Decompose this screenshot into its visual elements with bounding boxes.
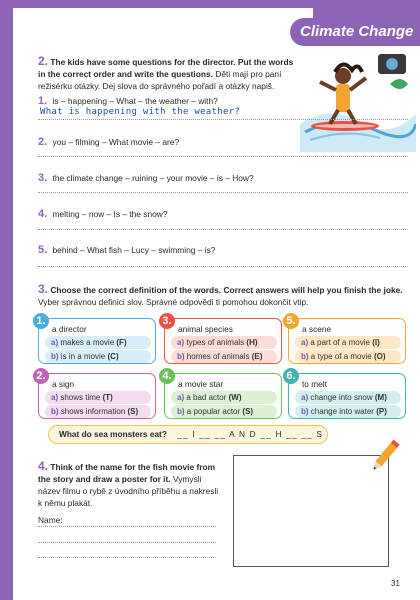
item-number: 4.	[38, 208, 48, 220]
card-option-a[interactable]	[171, 336, 277, 349]
option-letter: (W)	[228, 393, 242, 402]
answer-line-3[interactable]	[38, 192, 408, 193]
card-option-a[interactable]	[295, 391, 401, 404]
answer-line-2[interactable]	[38, 156, 408, 157]
exercise4-instruction	[38, 460, 223, 509]
item-text: behind – What fish – Lucy – swimming – is?	[52, 245, 216, 255]
question-item-1	[38, 95, 408, 107]
option-label: a)	[301, 393, 309, 402]
pencil-icon	[370, 436, 400, 476]
name-label: Name:	[38, 515, 63, 525]
card-number-badge: 4.	[159, 368, 175, 384]
left-strip	[0, 0, 13, 600]
card-option-a[interactable]	[295, 336, 401, 349]
option-text: a popular actor	[186, 407, 241, 416]
option-letter: (S)	[242, 407, 254, 416]
item-number: 5.	[38, 244, 48, 256]
option-label: b)	[51, 407, 59, 416]
card-number-badge: 3.	[159, 313, 175, 329]
option-letter: (T)	[102, 393, 113, 402]
option-text: shows information	[60, 407, 126, 416]
option-label: b)	[51, 352, 59, 361]
card-title: animal species	[178, 324, 233, 334]
definition-card	[36, 315, 156, 364]
option-letter: (I)	[372, 338, 380, 347]
joke-blanks[interactable]: __ I __ __ A N D __ H __ __ S	[177, 429, 324, 439]
option-label: a)	[177, 393, 185, 402]
option-letter: (S)	[127, 407, 139, 416]
answer-line-4[interactable]	[38, 229, 408, 230]
page-number: 31	[391, 579, 400, 588]
question-item-5	[38, 244, 408, 256]
example-answer: What is happening with the weather?	[40, 107, 241, 117]
card-option-b[interactable]	[171, 405, 277, 418]
option-label: b)	[177, 352, 185, 361]
option-letter: (F)	[116, 338, 127, 347]
option-text: a part of a movie	[310, 338, 370, 347]
option-text: types of animals	[186, 338, 245, 347]
option-text: homes of animals	[186, 352, 250, 361]
exercise4-number: 4.	[38, 459, 49, 473]
card-number-badge: 1.	[33, 313, 49, 329]
option-letter: (C)	[107, 352, 119, 361]
answer-line-1[interactable]	[38, 119, 408, 120]
card-option-b[interactable]	[45, 350, 151, 363]
option-letter: (O)	[373, 352, 386, 361]
answer-line-5[interactable]	[38, 266, 408, 267]
exercise4-instruction-cz: Vymysli název filmu o rybě z úvodního příběhu a nakresli k němu plakát.	[38, 474, 219, 508]
option-text: is in a movie	[60, 352, 106, 361]
option-letter: (P)	[376, 407, 387, 416]
item-text: melting – now – Is – the snow?	[52, 209, 168, 219]
definition-card	[162, 370, 282, 419]
option-text: a bad actor	[186, 393, 227, 402]
item-text: you – filming – What movie – are?	[52, 137, 180, 147]
option-letter: (H)	[246, 338, 258, 347]
card-option-b[interactable]	[295, 350, 401, 363]
option-label: b)	[301, 352, 309, 361]
option-text: change into snow	[310, 393, 373, 402]
card-option-b[interactable]	[295, 405, 401, 418]
card-option-b[interactable]	[45, 405, 151, 418]
name-line-3[interactable]	[38, 557, 216, 558]
option-label: b)	[177, 407, 185, 416]
question-item-4	[38, 208, 408, 220]
card-option-a[interactable]	[171, 391, 277, 404]
item-text: the climate change – ruining – your movie – is – How?	[52, 173, 254, 183]
question-item-2	[38, 136, 408, 148]
option-text: a type of a movie	[310, 352, 372, 361]
option-text: shows time	[60, 393, 101, 402]
definition-card	[162, 315, 282, 364]
card-number-badge: 2.	[33, 368, 49, 384]
definition-card	[286, 315, 406, 364]
option-label: b)	[301, 407, 309, 416]
exercise2-number: 2.	[38, 54, 49, 68]
option-label: a)	[51, 393, 59, 402]
joke-box	[48, 425, 328, 444]
card-title: a movie star	[178, 379, 224, 389]
card-title: a sign	[52, 379, 75, 389]
card-title: to melt	[302, 379, 327, 389]
exercise2-instruction	[38, 55, 300, 92]
item-number: 2.	[38, 136, 48, 148]
banner-title: Climate Change	[290, 18, 420, 46]
card-number-badge: 6.	[283, 368, 299, 384]
exercise2-instruction-cz: Děti mají pro paní režisérku otázky. Dej slova do správného pořadí a otázky napiš.	[38, 69, 282, 91]
item-text: is – happening – What – the weather – with?	[52, 96, 218, 106]
card-option-b[interactable]	[171, 350, 277, 363]
joke-question: What do sea monsters eat?	[59, 429, 167, 439]
poster-drawing-box[interactable]	[233, 455, 389, 567]
card-number-badge: 5.	[283, 313, 299, 329]
item-number: 1.	[38, 95, 48, 107]
option-text: makes a movie	[60, 338, 115, 347]
card-title: a director	[52, 324, 87, 334]
card-option-a[interactable]	[45, 391, 151, 404]
name-line-1[interactable]	[38, 526, 216, 527]
exercise4-instruction-en: Think of the name for the fish movie from the story and draw a poster for it.	[38, 462, 216, 484]
exercise3-instruction	[38, 283, 413, 308]
item-number: 3.	[38, 172, 48, 184]
card-option-a[interactable]	[45, 336, 151, 349]
option-label: a)	[51, 338, 59, 347]
exercise2-instruction-en: The kids have some questions for the director. Put the words in the correct order and write the questions.	[38, 57, 294, 79]
question-item-3	[38, 172, 408, 184]
option-text: change into water	[310, 407, 374, 416]
card-title: a scene	[302, 324, 332, 334]
definition-card	[286, 370, 406, 419]
exercise3-instruction-en: Choose the correct definition of the words. Correct answers will help you finish the joke.	[50, 285, 403, 295]
option-letter: (M)	[374, 393, 387, 402]
exercise3-instruction-cz: Vyber správnou definici slov. Správné odpovědi ti pomohou dokončit vtip.	[38, 297, 309, 307]
name-line-2[interactable]	[38, 542, 216, 543]
option-label: a)	[177, 338, 185, 347]
option-label: a)	[301, 338, 309, 347]
option-letter: (E)	[251, 352, 263, 361]
exercise3-number: 3.	[38, 282, 49, 296]
definition-card	[36, 370, 156, 419]
